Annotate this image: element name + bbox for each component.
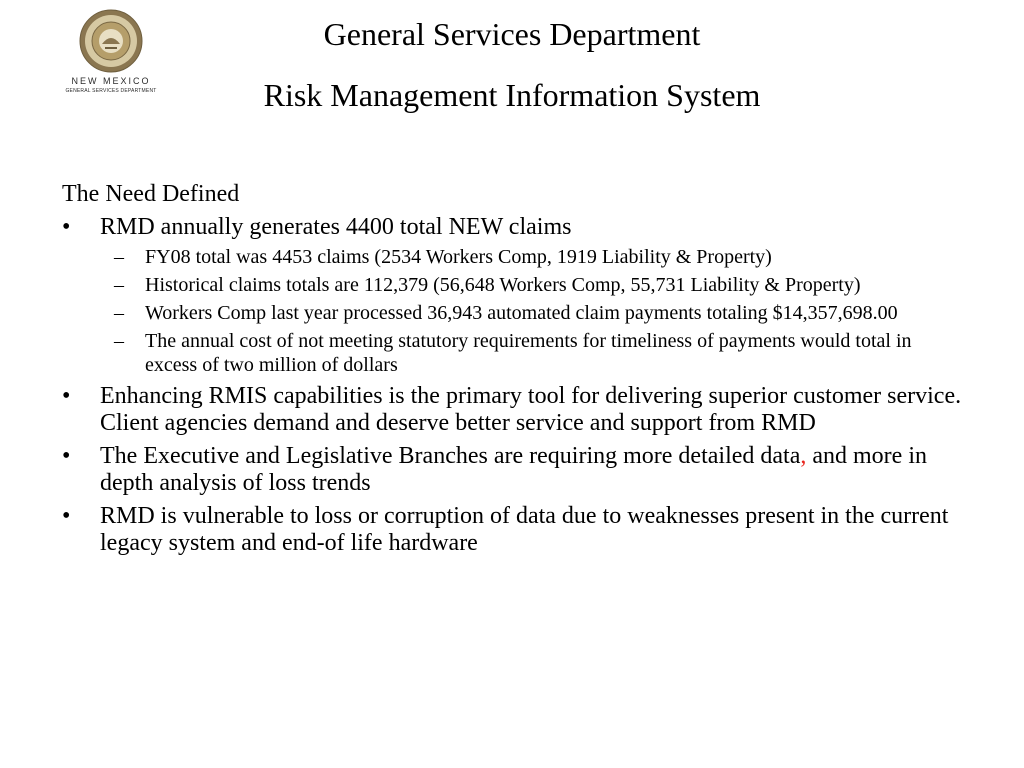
bullet-item xyxy=(62,383,967,437)
bullet-text-continued: and more in depth analysis of loss trends xyxy=(100,443,927,496)
sub-bullet-marker: – xyxy=(114,302,124,324)
bullet-marker: • xyxy=(62,214,71,240)
sub-bullet-marker: – xyxy=(114,274,124,296)
slide-body xyxy=(62,180,967,557)
logo-title: NEW MEXICO xyxy=(71,76,151,86)
red-comma: , xyxy=(800,443,807,469)
bullet-marker: • xyxy=(62,503,71,529)
sub-bullet-item xyxy=(62,301,967,325)
bullet-text: RMD is vulnerable to loss or corruption of data due to weaknesses present in the current legacy system and end-of life hardware xyxy=(100,503,949,556)
sub-bullet-text: The annual cost of not meeting statutory requirements for timeliness of payments would total in excess of two million of dollars xyxy=(145,330,912,376)
sub-bullet-text: Workers Comp last year processed 36,943 automated claim payments totaling $14,357,698.00 xyxy=(145,302,898,324)
bullet-item xyxy=(62,443,967,497)
bullet-item xyxy=(62,214,967,241)
bullet-text: The Executive and Legislative Branches are requiring more detailed data xyxy=(100,443,801,469)
sub-bullet-item xyxy=(62,273,967,297)
sub-bullet-marker: – xyxy=(114,330,124,352)
bullet-marker: • xyxy=(62,383,71,409)
sub-bullet-text: Historical claims totals are 112,379 (56,648 Workers Comp, 55,731 Liability & Property) xyxy=(145,274,861,296)
page-subtitle: Risk Management Information System xyxy=(263,77,761,113)
sub-bullet-item xyxy=(62,245,967,269)
bullet-item xyxy=(62,503,967,557)
section-heading: The Need Defined xyxy=(62,181,240,207)
sub-bullet-marker: – xyxy=(114,246,124,268)
sub-bullet-text: FY08 total was 4453 claims (2534 Workers Comp, 1919 Liability & Property) xyxy=(145,246,772,268)
bullet-text: Enhancing RMIS capabilities is the primary tool for delivering superior customer service. Client agencies demand and deserve better service and support from RMD xyxy=(100,383,962,436)
bullet-marker: • xyxy=(62,443,71,469)
sub-bullet-item xyxy=(62,329,967,377)
logo-subtitle: GENERAL SERVICES DEPARTMENT xyxy=(65,88,157,94)
bullet-text: RMD annually generates 4400 total NEW claims xyxy=(100,214,572,240)
page-title: General Services Department xyxy=(323,16,701,52)
